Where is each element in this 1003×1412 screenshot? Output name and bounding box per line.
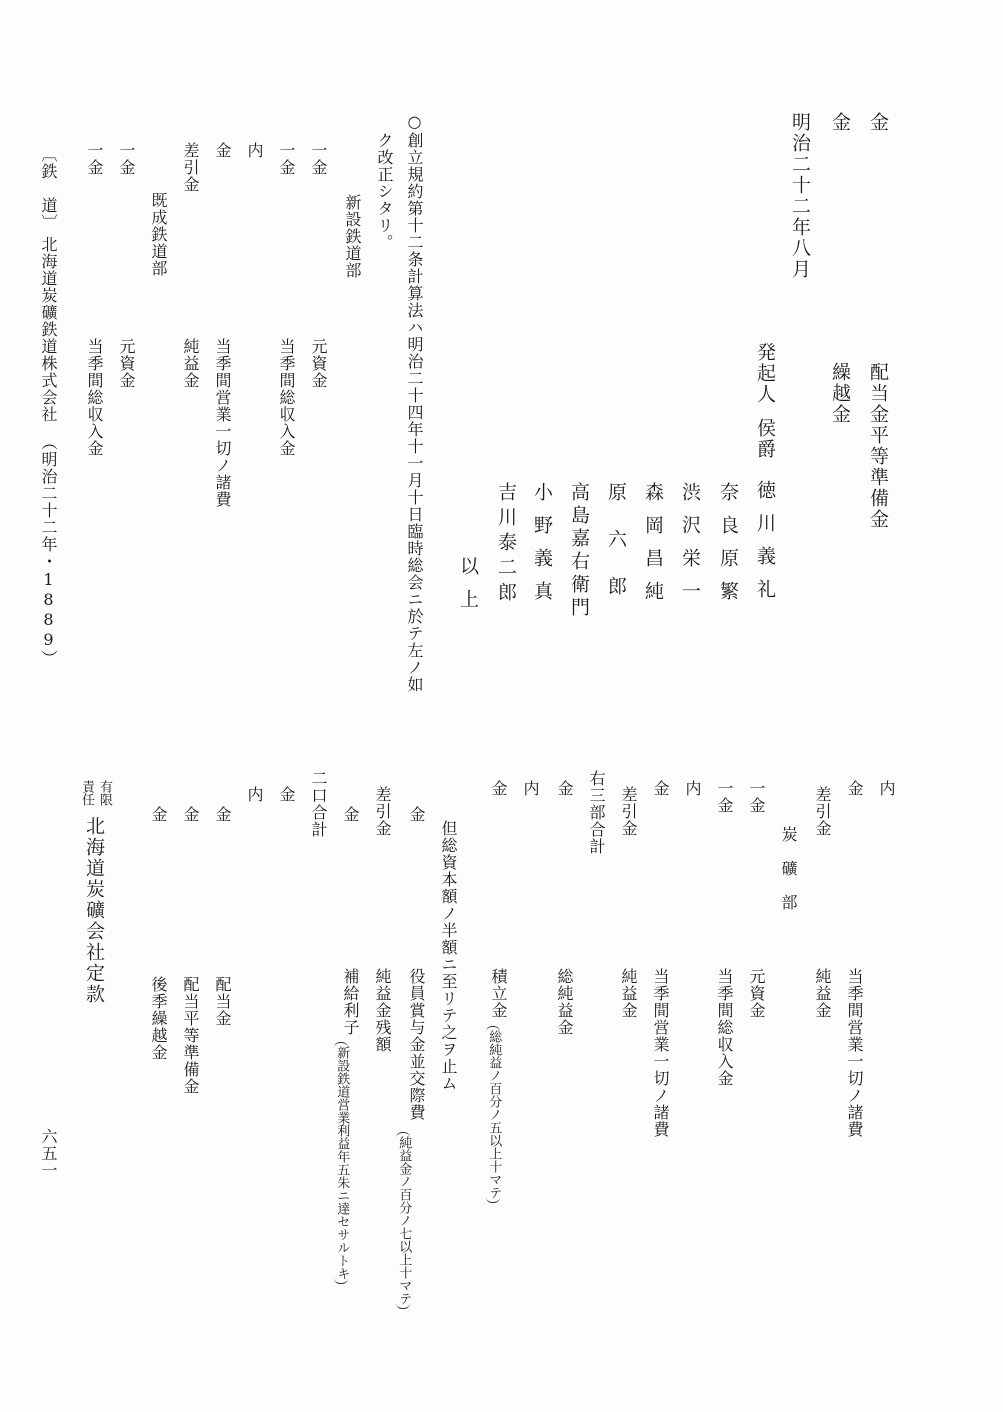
yakuin-note-line-2: 七以上十マテ	[396, 1227, 412, 1305]
liability-label: 責任	[79, 780, 94, 806]
lower-sojuneki: 総純益金	[555, 968, 574, 1036]
upper-genshikin-1: 元資金	[309, 338, 328, 389]
lower-uchi-b: 内	[683, 780, 702, 797]
hokyu-note-line-2: 五朱ニ達セサルトキ	[334, 1163, 350, 1280]
new-railway-dept-heading: 新設鉄道部	[343, 194, 362, 279]
lower-uchi-c: 内	[521, 780, 540, 797]
upper-kin-1: 金	[867, 112, 889, 133]
hokyu-note-line-1: 新設鉄道営業利益年	[334, 1046, 350, 1163]
hokyu-note	[334, 1042, 348, 1284]
upper-toki-shunyu-2: 当季間総収入金	[85, 338, 104, 457]
lower-haito-heito: 配当平等準備金	[181, 976, 200, 1095]
lower-junekikin-a: 純益金	[813, 968, 832, 1019]
upper-sashihiki-1: 差引金	[181, 142, 200, 193]
upper-toki-eigyo: 当季間営業一切ノ諸費	[213, 338, 232, 508]
promoter-name-4: 森岡昌純	[642, 482, 664, 614]
lower-kin-e: 金	[407, 806, 426, 823]
lower-kin-a: 金	[845, 780, 864, 797]
lower-kin-f: 金	[341, 806, 360, 823]
promoter-name-3: 渋沢栄一	[679, 482, 701, 614]
lower-ichi-b: 一金	[715, 780, 734, 814]
lower-kin-d: 金	[489, 780, 508, 797]
upper-genshikin-2: 元資金	[117, 338, 136, 389]
lower-haitokin: 配当金	[213, 976, 232, 1027]
revision-line-1: ○創立規約第十二条計算法ハ明治二十四年十一月十日臨時総会ニ於テ左ノ如	[405, 112, 424, 693]
lower-kin-c: 金	[555, 780, 574, 797]
tsumitate-note-line-1: 総純益ノ百分ノ	[486, 1030, 502, 1121]
upper-kin-2: 金	[829, 112, 851, 133]
upper-kin-3: 金	[213, 142, 232, 159]
promoter-name-6: 高島嘉右衛門	[568, 482, 590, 620]
proviso-line: 但総資本額ノ半額ニ至リテ之ヲ止ム	[439, 820, 458, 1092]
lower-uchi-d: 内	[245, 786, 264, 803]
lower-kin-i: 金	[181, 806, 200, 823]
lower-tsumitate: 積立金	[489, 968, 508, 1019]
upper-date: 明治二十二年八月	[789, 112, 811, 280]
upper-haito: 配当金平等準備金	[867, 362, 889, 530]
upper-koshaku: 侯爵	[754, 418, 776, 460]
two-item-total-heading: 二口合計	[309, 770, 328, 838]
upper-ichi-4: 一金	[85, 142, 104, 176]
existing-railway-dept-heading: 既成鉄道部	[149, 192, 168, 277]
lower-hokyu: 補給利子	[341, 968, 360, 1036]
upper-kuri: 繰越金	[829, 362, 851, 425]
page-number: 六五一	[39, 1128, 58, 1179]
upper-ichi-3: 一金	[117, 142, 136, 176]
upper-toki-shunyu: 当季間総収入金	[277, 338, 296, 457]
limited-label: 有限	[97, 780, 112, 806]
promoter-name-8: 吉川泰二郎	[495, 482, 517, 607]
lower-sashihiki-c: 差引金	[373, 786, 392, 837]
running-header-company: 北海道炭礦鉄道株式会社	[39, 236, 58, 423]
coal-mine-dept-heading: 炭礦部	[779, 826, 798, 928]
upper-uchi-1: 内	[245, 142, 264, 159]
promoter-name-2: 奈良原繁	[717, 482, 739, 614]
tsumitate-note	[486, 1026, 500, 1203]
lower-kin-h: 金	[213, 806, 232, 823]
lower-yakuin: 役員賞与金並交際費	[407, 968, 426, 1121]
yakuin-note-line-1: 純益金ノ百分ノ	[396, 1136, 412, 1227]
promoter-name-1: 徳川義礼	[754, 480, 776, 612]
running-header-year: （明治二十二年・1889）	[39, 434, 58, 667]
lower-sashihiki-b: 差引金	[619, 786, 638, 837]
three-dept-total-heading: 右三部合計	[587, 770, 606, 855]
promoter-name-7: 小野義真	[531, 482, 553, 614]
lower-kin-b: 金	[651, 780, 670, 797]
lower-koki-kuri: 後季繰越金	[149, 976, 168, 1061]
revision-line-2: ク改正シタリ。	[375, 132, 394, 251]
upper-junekikin-1: 純益金	[181, 338, 200, 389]
upper-ijo: 以上	[457, 556, 479, 622]
lower-genshikin-a: 元資金	[747, 968, 766, 1019]
yakuin-note	[396, 1132, 410, 1309]
upper-ichi-1: 一金	[309, 142, 328, 176]
lower-ichi-a: 一金	[747, 780, 766, 814]
upper-ichi-2: 一金	[277, 142, 296, 176]
upper-hokkinin: 発起人	[754, 342, 776, 405]
tsumitate-note-line-2: 五以上十マテ	[486, 1121, 502, 1199]
lower-junekikin-b: 純益金	[619, 968, 638, 1019]
articles-title: 北海道炭礦会社定款	[83, 816, 105, 1005]
lower-toki-eigyo-a: 当季間営業一切ノ諸費	[845, 968, 864, 1138]
lower-sashihiki-a: 差引金	[813, 786, 832, 837]
promoter-name-5: 原六郎	[605, 482, 627, 623]
lower-kin-g: 金	[277, 786, 296, 803]
lower-toki-shunyu-a: 当季間総収入金	[715, 968, 734, 1087]
lower-kin-j: 金	[149, 806, 168, 823]
lower-junekikin-zan: 純益金残額	[373, 968, 392, 1053]
lower-uchi-a: 内	[877, 780, 896, 797]
lower-toki-eigyo-b: 当季間営業一切ノ諸費	[651, 968, 670, 1138]
running-header-label: 〔鉄 道〕	[39, 146, 58, 231]
